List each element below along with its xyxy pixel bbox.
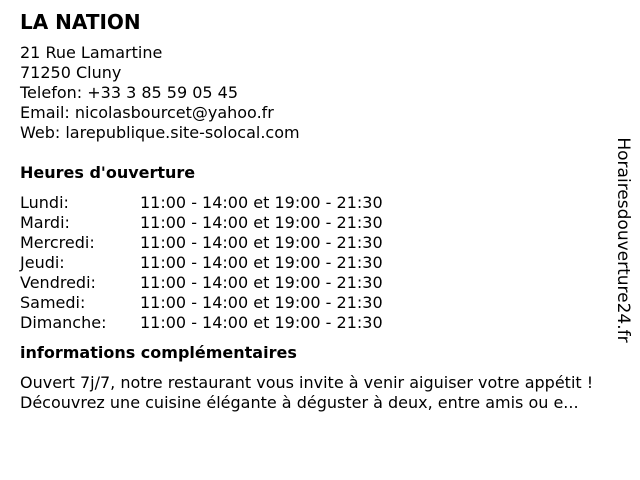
hours-row-sunday [20, 313, 620, 333]
hours-time: 11:00 - 14:00 et 19:00 - 21:30 [140, 313, 383, 332]
hours-day: Mercredi: [20, 233, 95, 252]
hours-time: 11:00 - 14:00 et 19:00 - 21:30 [140, 253, 383, 272]
hours-heading: Heures d'ouverture [20, 163, 196, 182]
hours-time: 11:00 - 14:00 et 19:00 - 21:30 [140, 233, 383, 252]
hours-row-wednesday [20, 233, 620, 253]
hours-row-monday [20, 193, 620, 213]
hours-row-friday [20, 273, 620, 293]
hours-day: Mardi: [20, 213, 70, 232]
address-line-1: 21 Rue Lamartine [20, 43, 163, 62]
hours-row-tuesday [20, 213, 620, 233]
hours-row-saturday [20, 293, 620, 313]
hours-day: Vendredi: [20, 273, 96, 292]
hours-time: 11:00 - 14:00 et 19:00 - 21:30 [140, 293, 383, 312]
hours-time: 11:00 - 14:00 et 19:00 - 21:30 [140, 213, 383, 232]
info-heading: informations complémentaires [20, 343, 297, 362]
web-line: Web: larepublique.site-solocal.com [20, 123, 300, 142]
hours-day: Lundi: [20, 193, 69, 212]
phone-line: Telefon: +33 3 85 59 05 45 [20, 83, 239, 102]
hours-time: 11:00 - 14:00 et 19:00 - 21:30 [140, 193, 383, 212]
address-line-2: 71250 Cluny [20, 63, 122, 82]
hours-time: 11:00 - 14:00 et 19:00 - 21:30 [140, 273, 383, 292]
info-paragraph-1: Ouvert 7j/7, notre restaurant vous invite à venir aiguiser votre appétit ! [20, 373, 594, 392]
business-card [20, 10, 620, 413]
hours-day: Jeudi: [20, 253, 65, 272]
info-paragraph-2: Découvrez une cuisine élégante à déguster à deux, entre amis ou e... [20, 393, 579, 412]
business-name: LA NATION [20, 10, 141, 34]
hours-day: Samedi: [20, 293, 86, 312]
email-line: Email: nicolasbourcet@yahoo.fr [20, 103, 274, 122]
hours-table [20, 193, 620, 333]
site-watermark: Horairesdouverture24.fr [613, 137, 633, 343]
hours-row-thursday [20, 253, 620, 273]
hours-day: Dimanche: [20, 313, 107, 332]
